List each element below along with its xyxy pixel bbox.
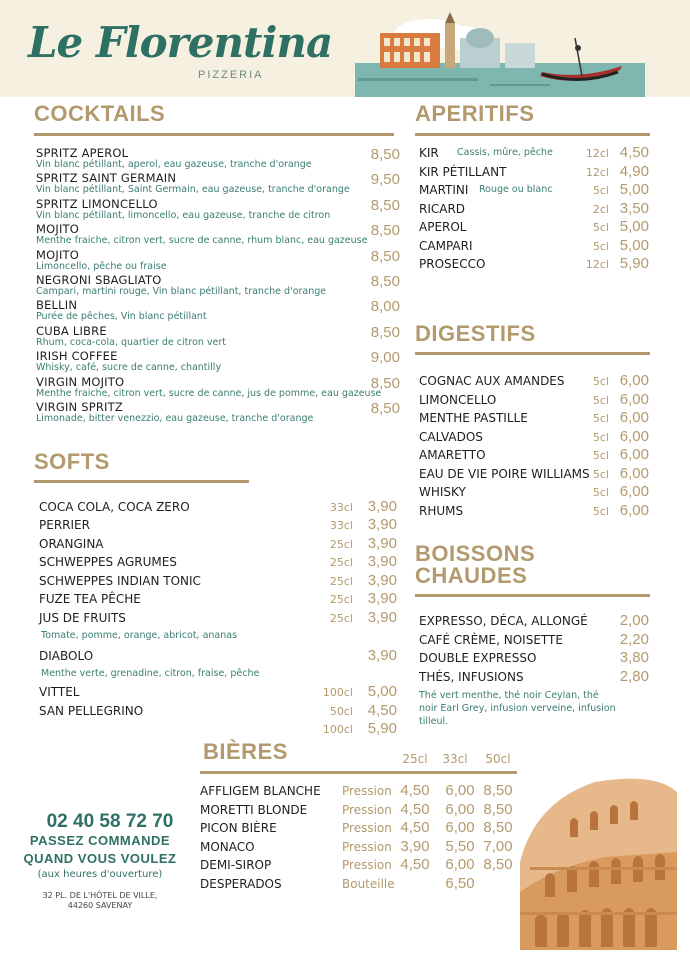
beer-item	[200, 800, 530, 821]
aperitif-note: Rouge ou blanc	[479, 184, 553, 195]
aperitif-volume: 2cl	[592, 202, 609, 216]
beer-item	[200, 858, 530, 876]
digestif-price: 6,00	[619, 464, 649, 482]
soft-item	[39, 611, 397, 629]
beer-item	[200, 874, 530, 895]
digestif-volume: 5cl	[592, 412, 609, 425]
soft-item	[39, 518, 397, 536]
digestif-price: 6,00	[619, 372, 649, 389]
cocktail-price: 8,50	[370, 324, 400, 341]
logo-subtitle: PIZZERIA	[198, 69, 264, 81]
cocktail-price: 8,50	[370, 197, 400, 214]
aperitif-item	[419, 183, 649, 201]
aperitif-price: 5,00	[619, 181, 649, 198]
cocktail-price: 8,50	[370, 248, 400, 265]
soft-name: JUS DE FRUITS	[39, 611, 126, 625]
aperitif-volume: 5cl	[592, 239, 609, 253]
beer-type: Pression	[342, 858, 392, 872]
hot-drink-name: CAFÉ CRÈME, NOISETTE	[419, 632, 563, 647]
cocktail-name: SPRITZ LIMONCELLO	[36, 197, 158, 211]
cocktail-item	[36, 349, 400, 375]
aperitif-name: APEROL	[419, 220, 467, 234]
hot-drink-name: DOUBLE EXPRESSO	[419, 651, 537, 665]
beer-size-25: 25cl	[402, 752, 428, 766]
softs-title: SOFTS	[34, 449, 110, 474]
beer-name: MONACO	[200, 839, 255, 854]
digestif-item	[419, 448, 649, 466]
hot-drink-price: 2,80	[619, 667, 649, 685]
cocktail-description: Whisky, café, sucre de canne, chantilly	[36, 362, 222, 373]
soft-item	[39, 649, 397, 667]
logo-text: Le Florentina	[28, 18, 333, 67]
chaudes-title-line1: BOISSONS	[415, 541, 536, 566]
cocktail-price: 8,50	[370, 222, 400, 239]
cocktail-description: Menthe fraiche, citron vert, sucre de canne, jus de pomme, eau gazeuse	[36, 388, 382, 399]
beer-price-33cl: 6,00	[445, 819, 475, 836]
beer-name: MORETTI BLONDE	[200, 802, 308, 817]
aperitif-volume: 5cl	[592, 184, 609, 197]
order-line-2: QUAND VOUS VOULEZ	[23, 851, 177, 866]
cocktail-price: 8,50	[370, 146, 400, 163]
aperitif-name: MARTINI	[419, 183, 469, 197]
cocktail-description: Rhum, coca-cola, quartier de citron vert	[36, 337, 227, 348]
soft-volume: 100cl	[322, 686, 353, 699]
cocktail-description: Vin blanc pétillant, Saint Germain, eau gazeuse, tranche d'orange	[36, 184, 350, 195]
beer-price-25cl: 4,50	[400, 782, 430, 799]
cocktail-name: MOJITO	[36, 248, 80, 262]
aperitif-volume: 12cl	[585, 165, 609, 179]
soft-item	[39, 685, 397, 703]
soft-name: PERRIER	[39, 518, 90, 532]
cocktail-price: 8,00	[370, 298, 400, 315]
cocktails-title: COCKTAILS	[34, 101, 166, 126]
beer-price-33cl: 6,00	[445, 782, 475, 799]
aperitif-note: Cassis, mûre, pêche	[457, 147, 553, 158]
hot-drink-item	[419, 667, 649, 688]
cocktail-item	[36, 324, 400, 350]
beer-name: DEMI-SIROP	[200, 858, 272, 872]
digestif-price: 6,00	[619, 427, 649, 445]
beer-price-33cl: 6,00	[445, 856, 475, 873]
aperitif-price: 5,00	[619, 236, 649, 254]
digestif-price: 6,00	[619, 446, 649, 463]
address-line-1: 32 PL. DE L'HÔTEL DE VILLE,	[42, 891, 158, 900]
beer-type: Pression	[342, 839, 392, 854]
soft-price: 3,90	[367, 535, 397, 552]
aperitif-price: 3,50	[619, 199, 649, 217]
aperitif-item	[419, 146, 649, 164]
softs-rule	[34, 480, 249, 483]
cocktail-item	[36, 171, 400, 197]
cocktail-name: IRISH COFFEE	[36, 349, 118, 363]
cocktail-item	[36, 375, 400, 401]
digestif-volume: 5cl	[592, 449, 609, 462]
cocktail-price: 8,50	[370, 400, 400, 417]
digestif-name: AMARETTO	[419, 448, 486, 462]
digestif-item	[419, 374, 649, 392]
cocktail-name: NEGRONI SBAGLIATO	[36, 273, 162, 287]
digestif-name: CALVADOS	[419, 429, 483, 444]
soft-item	[39, 704, 397, 722]
cocktail-item	[36, 197, 400, 223]
beer-size-33: 33cl	[442, 752, 468, 766]
digestif-volume: 5cl	[592, 486, 609, 499]
soft-volume: 25cl	[329, 556, 353, 569]
soft-name: SAN PELLEGRINO	[39, 704, 144, 718]
beer-price-50cl: 7,00	[483, 837, 513, 855]
digestif-name: RHUMS	[419, 503, 464, 518]
digestifs-rule	[415, 352, 650, 355]
cocktail-price: 9,50	[370, 171, 400, 188]
cocktail-item	[36, 298, 400, 324]
hot-drink-price: 2,20	[619, 630, 649, 648]
digestif-volume: 5cl	[592, 504, 609, 518]
cocktail-item	[36, 146, 400, 172]
soft-price: 3,90	[367, 572, 397, 589]
digestif-item	[419, 411, 649, 429]
cocktail-price: 9,00	[370, 349, 400, 366]
aperitif-volume: 12cl	[585, 258, 609, 271]
aperitif-volume: 12cl	[585, 147, 609, 160]
soft-item	[39, 574, 397, 592]
aperitif-item	[419, 199, 649, 220]
beer-item	[200, 821, 530, 839]
beer-type: Pression	[342, 821, 392, 835]
beer-price-25cl: 4,50	[400, 856, 430, 873]
beer-name: DESPERADOS	[200, 876, 282, 891]
soft-price: 3,90	[367, 516, 397, 533]
digestif-item	[419, 485, 649, 503]
beer-item	[200, 784, 530, 802]
chaudes-note: Thé vert menthe, thé noir Ceylan, thé noir Earl Grey, infusion verveine, infusion tilleul.	[419, 690, 616, 727]
soft-item	[39, 555, 397, 573]
beer-item	[200, 837, 530, 858]
digestif-name: WHISKY	[419, 485, 466, 499]
aperitif-name: KIR	[419, 146, 439, 160]
digestif-name: MENTHE PASTILLE	[419, 411, 528, 425]
digestif-name: EAU DE VIE POIRE WILLIAMS	[419, 466, 590, 481]
beer-price-25cl: 4,50	[400, 819, 430, 836]
aperitif-name: RICARD	[419, 201, 466, 216]
digestif-volume: 5cl	[592, 430, 609, 444]
digestif-volume: 5cl	[592, 375, 609, 388]
soft-price: 4,50	[367, 702, 397, 719]
beer-price-50cl: 8,50	[483, 800, 513, 818]
digestif-item	[419, 427, 649, 448]
beer-price-33cl: 6,50	[445, 874, 475, 892]
soft-name: FUZE TEA PÊCHE	[39, 592, 141, 606]
aperitif-price: 5,90	[619, 255, 649, 272]
soft-name: VITTEL	[39, 685, 80, 699]
digestif-price: 6,00	[619, 501, 649, 519]
aperitif-price: 4,50	[619, 144, 649, 161]
opening-hours-note: (aux heures d'ouverture)	[37, 869, 163, 880]
hot-drink-item	[419, 614, 649, 632]
soft-price: 5,90	[367, 720, 397, 737]
soft-name: SCHWEPPES AGRUMES	[39, 555, 177, 569]
cocktail-item	[36, 222, 400, 248]
phone-number[interactable]: 02 40 58 72 70	[46, 811, 174, 832]
cocktails-rule	[34, 133, 394, 136]
soft-volume: 25cl	[329, 593, 353, 606]
cocktail-name: SPRITZ APEROL	[36, 146, 129, 160]
aperitif-name: PROSECCO	[419, 257, 486, 271]
chaudes-title	[415, 543, 535, 587]
cocktail-description: Purée de pêches, Vin blanc pétillant	[36, 311, 207, 322]
digestif-price: 6,00	[619, 390, 649, 408]
soft-price: 3,90	[367, 647, 397, 664]
cocktail-description: Vin blanc pétillant, limoncello, eau gazeuse, tranche de citron	[36, 210, 331, 221]
cocktail-description: Menthe fraiche, citron vert, sucre de canne, rhum blanc, eau gazeuse	[36, 235, 368, 246]
digestif-volume: 5cl	[592, 467, 609, 481]
jus-note: Tomate, pomme, orange, abricot, ananas	[41, 630, 238, 641]
beer-name: PICON BIÈRE	[200, 821, 277, 835]
digestif-name: COGNAC AUX AMANDES	[419, 374, 565, 388]
soft-volume: 25cl	[329, 538, 353, 551]
aperitif-item	[419, 220, 649, 238]
digestifs-title: DIGESTIFS	[415, 321, 536, 346]
digestif-item	[419, 390, 649, 411]
digestif-price: 6,00	[619, 483, 649, 500]
cocktail-name: SPRITZ SAINT GERMAIN	[36, 171, 177, 185]
beer-type: Pression	[342, 784, 392, 798]
cocktail-name: MOJITO	[36, 222, 80, 236]
aperitifs-title: APERITIFS	[415, 101, 535, 126]
digestif-item	[419, 464, 649, 485]
beer-price-50cl: 8,50	[483, 782, 513, 799]
soft-price: 3,90	[367, 553, 397, 570]
cocktail-name: VIRGIN MOJITO	[36, 375, 125, 389]
soft-price: 3,90	[367, 498, 397, 515]
aperitif-volume: 5cl	[592, 221, 609, 234]
colosseum-illustration	[515, 772, 677, 950]
beer-price-33cl: 6,00	[445, 800, 475, 818]
soft-volume: 25cl	[329, 575, 353, 588]
soft-item	[39, 537, 397, 555]
bieres-rule	[200, 771, 517, 774]
soft-price: 5,00	[367, 683, 397, 700]
cocktail-description: Limonade, bitter venezzio, eau gazeuse, tranche d'orange	[36, 413, 314, 424]
soft-name: ORANGINA	[39, 537, 104, 551]
soft-volume: 100cl	[322, 723, 353, 736]
cocktail-item	[36, 248, 400, 274]
soft-name: SCHWEPPES INDIAN TONIC	[39, 574, 201, 588]
cocktail-description: Limoncello, pêche ou fraise	[36, 261, 167, 272]
aperitif-price: 4,90	[619, 162, 649, 180]
digestif-item	[419, 501, 649, 522]
diabolo-note: Menthe verte, grenadine, citron, fraise, pêche	[41, 668, 260, 679]
cocktail-description: Campari, martini rouge, Vin blanc pétillant, tranche d'orange	[36, 286, 327, 297]
header-banner	[0, 0, 690, 97]
soft-name: DIABOLO	[39, 649, 94, 663]
hot-drink-price: 2,00	[619, 612, 649, 629]
hot-drink-item	[419, 630, 649, 651]
aperitifs-rule	[415, 133, 650, 136]
soft-name: COCA COLA, COCA ZERO	[39, 500, 190, 514]
cocktail-item	[36, 273, 400, 299]
beer-price-50cl: 8,50	[483, 856, 513, 873]
cocktail-description: Vin blanc pétillant, aperol, eau gazeuse, tranche d'orange	[36, 159, 312, 170]
soft-price: 3,90	[367, 609, 397, 626]
aperitif-item	[419, 257, 649, 275]
soft-item	[39, 722, 397, 740]
soft-volume: 25cl	[329, 612, 353, 625]
hot-drink-name: THÉS, INFUSIONS	[419, 669, 524, 684]
hot-drink-price: 3,80	[619, 649, 649, 666]
soft-item	[39, 500, 397, 518]
beer-size-50: 50cl	[485, 752, 511, 766]
digestif-name: LIMONCELLO	[419, 392, 497, 407]
venice-illustration	[350, 8, 650, 97]
aperitif-price: 5,00	[619, 218, 649, 235]
soft-item	[39, 592, 397, 610]
aperitif-item	[419, 236, 649, 257]
cocktail-name: VIRGIN SPRITZ	[36, 400, 123, 414]
cocktail-name: BELLIN	[36, 298, 78, 312]
hot-drink-item	[419, 651, 649, 669]
chaudes-rule	[415, 594, 650, 597]
cocktail-name: CUBA LIBRE	[36, 324, 107, 338]
beer-type: Bouteille	[342, 876, 395, 891]
aperitif-item	[419, 162, 649, 183]
hot-drink-name: EXPRESSO, DÉCA, ALLONGÉ	[419, 614, 588, 628]
cocktail-item	[36, 400, 400, 426]
cocktail-price: 8,50	[370, 375, 400, 392]
beer-type: Pression	[342, 802, 392, 817]
chaudes-title-line2: CHAUDES	[415, 563, 528, 588]
aperitif-name: KIR PÉTILLANT	[419, 164, 507, 179]
soft-volume: 33cl	[329, 501, 353, 514]
aperitif-name: CAMPARI	[419, 238, 473, 253]
beer-price-33cl: 5,50	[445, 837, 475, 855]
beer-price-25cl: 3,90	[400, 837, 430, 855]
cocktail-price: 8,50	[370, 273, 400, 290]
beer-price-25cl: 4,50	[400, 800, 430, 818]
digestif-volume: 5cl	[592, 393, 609, 407]
bieres-title: BIÈRES	[203, 739, 288, 764]
digestif-price: 6,00	[619, 409, 649, 426]
order-line-1: PASSEZ COMMANDE	[29, 833, 171, 848]
beer-price-50cl: 8,50	[483, 819, 513, 836]
beer-name: AFFLIGEM BLANCHE	[200, 784, 321, 798]
soft-price: 3,90	[367, 590, 397, 607]
soft-volume: 50cl	[329, 705, 353, 718]
soft-volume: 33cl	[329, 519, 353, 532]
address-line-2: 44260 SAVENAY	[67, 901, 133, 910]
